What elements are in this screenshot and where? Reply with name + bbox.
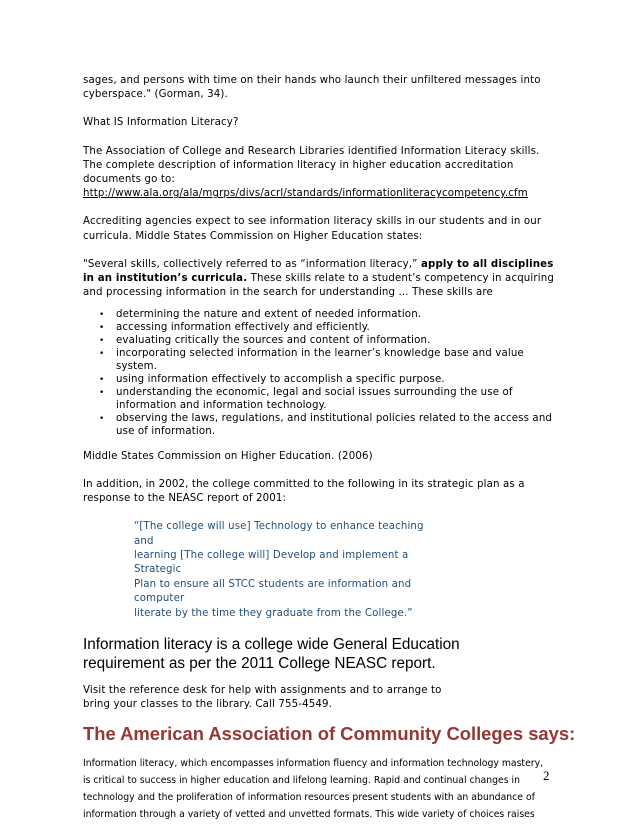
text-run: These skills relate to a student’s competency in acquiring bbox=[247, 273, 554, 285]
text-line: requirement as per the 2011 College NEASC report. bbox=[83, 654, 436, 672]
gen-ed-statement bbox=[83, 635, 558, 673]
text-line: bring your classes to the library. Call 755-4549. bbox=[83, 699, 333, 711]
accrediting-paragraph bbox=[83, 215, 558, 243]
bullet-icon: • bbox=[99, 336, 105, 347]
quote-line: learning [The college will] Develop and implement a Strategic bbox=[134, 549, 409, 576]
list-item bbox=[99, 412, 558, 439]
list-item-text: use of information. bbox=[116, 425, 216, 437]
list-item-text: using information effectively to accomplish a specific purpose. bbox=[116, 373, 445, 385]
list-item bbox=[99, 348, 558, 374]
list-item-text: accessing information effectively and efficiently. bbox=[116, 322, 370, 334]
list-item bbox=[99, 322, 558, 335]
intro-paragraph bbox=[83, 74, 558, 102]
text-line: information through a variety of vetted and unvetted formats. This wide variety of choices raises bbox=[83, 809, 535, 821]
text-line: The Association of College and Research Libraries identified Information Literacy skills. bbox=[83, 145, 540, 157]
text-line: cyberspace." (Gorman, 34). bbox=[83, 89, 228, 101]
text-line: Information literacy, which encompasses information fluency and information technology mastery, bbox=[83, 758, 544, 770]
msche-citation: Middle States Commission on Higher Education. (2006) bbox=[83, 450, 373, 462]
list-item bbox=[99, 386, 558, 413]
text-run: "Several skills, collectively referred to as “information literacy,” bbox=[83, 258, 421, 270]
quote-line: literate by the time they graduate from the College.” bbox=[134, 607, 413, 619]
list-item-text: system. bbox=[116, 361, 158, 373]
text-line: Visit the reference desk for help with assignments and to arrange to bbox=[83, 684, 442, 696]
text-line: curricula. Middle States Commission on Higher Education states: bbox=[83, 230, 423, 242]
bullet-icon: • bbox=[99, 349, 105, 360]
text-line: sages, and persons with time on their hands who launch their unfiltered messages into bbox=[83, 75, 541, 86]
quote-line: Plan to ensure all STCC students are information and computer bbox=[134, 578, 412, 605]
text-line: and processing information in the search for understanding ... These skills are bbox=[83, 287, 493, 299]
text-line: technology and the proliferation of information resources present students with an abundance of bbox=[83, 792, 535, 804]
list-item-text: evaluating critically the sources and content of information. bbox=[116, 335, 431, 347]
bullet-icon: • bbox=[99, 374, 105, 385]
msche-quote-paragraph bbox=[83, 258, 558, 301]
skills-list bbox=[83, 309, 558, 438]
bullet-icon: • bbox=[99, 310, 105, 321]
strategic-plan-quote bbox=[134, 520, 434, 621]
reference-desk-paragraph bbox=[83, 684, 558, 712]
list-item-text: observing the laws, regulations, and institutional policies related to the access and bbox=[116, 412, 553, 424]
text-line: The complete description of information literacy in higher education accreditation bbox=[83, 159, 514, 171]
text-line bbox=[83, 272, 558, 286]
bullet-icon: • bbox=[99, 323, 105, 334]
section-question: What IS Information Literacy? bbox=[83, 117, 239, 129]
list-item-text: information and information technology. bbox=[116, 399, 327, 411]
text-line: is critical to success in higher education and lifelong learning. Rapid and continual changes in bbox=[83, 775, 520, 787]
quote-line: “[The college will use] Technology to enhance teaching and bbox=[134, 521, 424, 547]
text-line bbox=[83, 258, 558, 272]
list-item bbox=[99, 309, 558, 322]
list-item-text: determining the nature and extent of needed information. bbox=[116, 309, 422, 321]
emphasis-text: apply to all disciplines bbox=[420, 258, 554, 270]
bullet-icon: • bbox=[99, 413, 105, 424]
page-number: 2 bbox=[543, 768, 550, 783]
text-line: documents go to: bbox=[83, 174, 175, 186]
bullet-icon: • bbox=[99, 387, 105, 398]
aacc-heading: The American Association of Community Colleges says: bbox=[83, 723, 576, 745]
text-line: response to the NEASC report of 2001: bbox=[83, 492, 287, 504]
emphasis-text: in an institution’s curricula. bbox=[83, 273, 248, 285]
acrl-standards-link[interactable]: http://www.ala.org/ala/mgrps/divs/acrl/standards/informationliteracycompetency.cfm bbox=[83, 188, 528, 200]
list-item-text: incorporating selected information in the learner’s knowledge base and value bbox=[116, 348, 524, 360]
text-line: Information literacy is a college wide General Education bbox=[83, 635, 460, 653]
text-line: In addition, in 2002, the college committed to the following in its strategic plan as a bbox=[83, 478, 525, 490]
acrl-paragraph bbox=[83, 145, 558, 202]
strategic-plan-paragraph bbox=[83, 478, 558, 506]
list-item bbox=[99, 335, 558, 348]
list-item bbox=[99, 373, 558, 387]
text-line: Accrediting agencies expect to see information literacy skills in our students and in our bbox=[83, 216, 542, 228]
document-page bbox=[83, 74, 576, 824]
list-item-text: understanding the economic, legal and social issues surrounding the use of bbox=[116, 386, 513, 398]
aacc-paragraph bbox=[83, 756, 558, 824]
